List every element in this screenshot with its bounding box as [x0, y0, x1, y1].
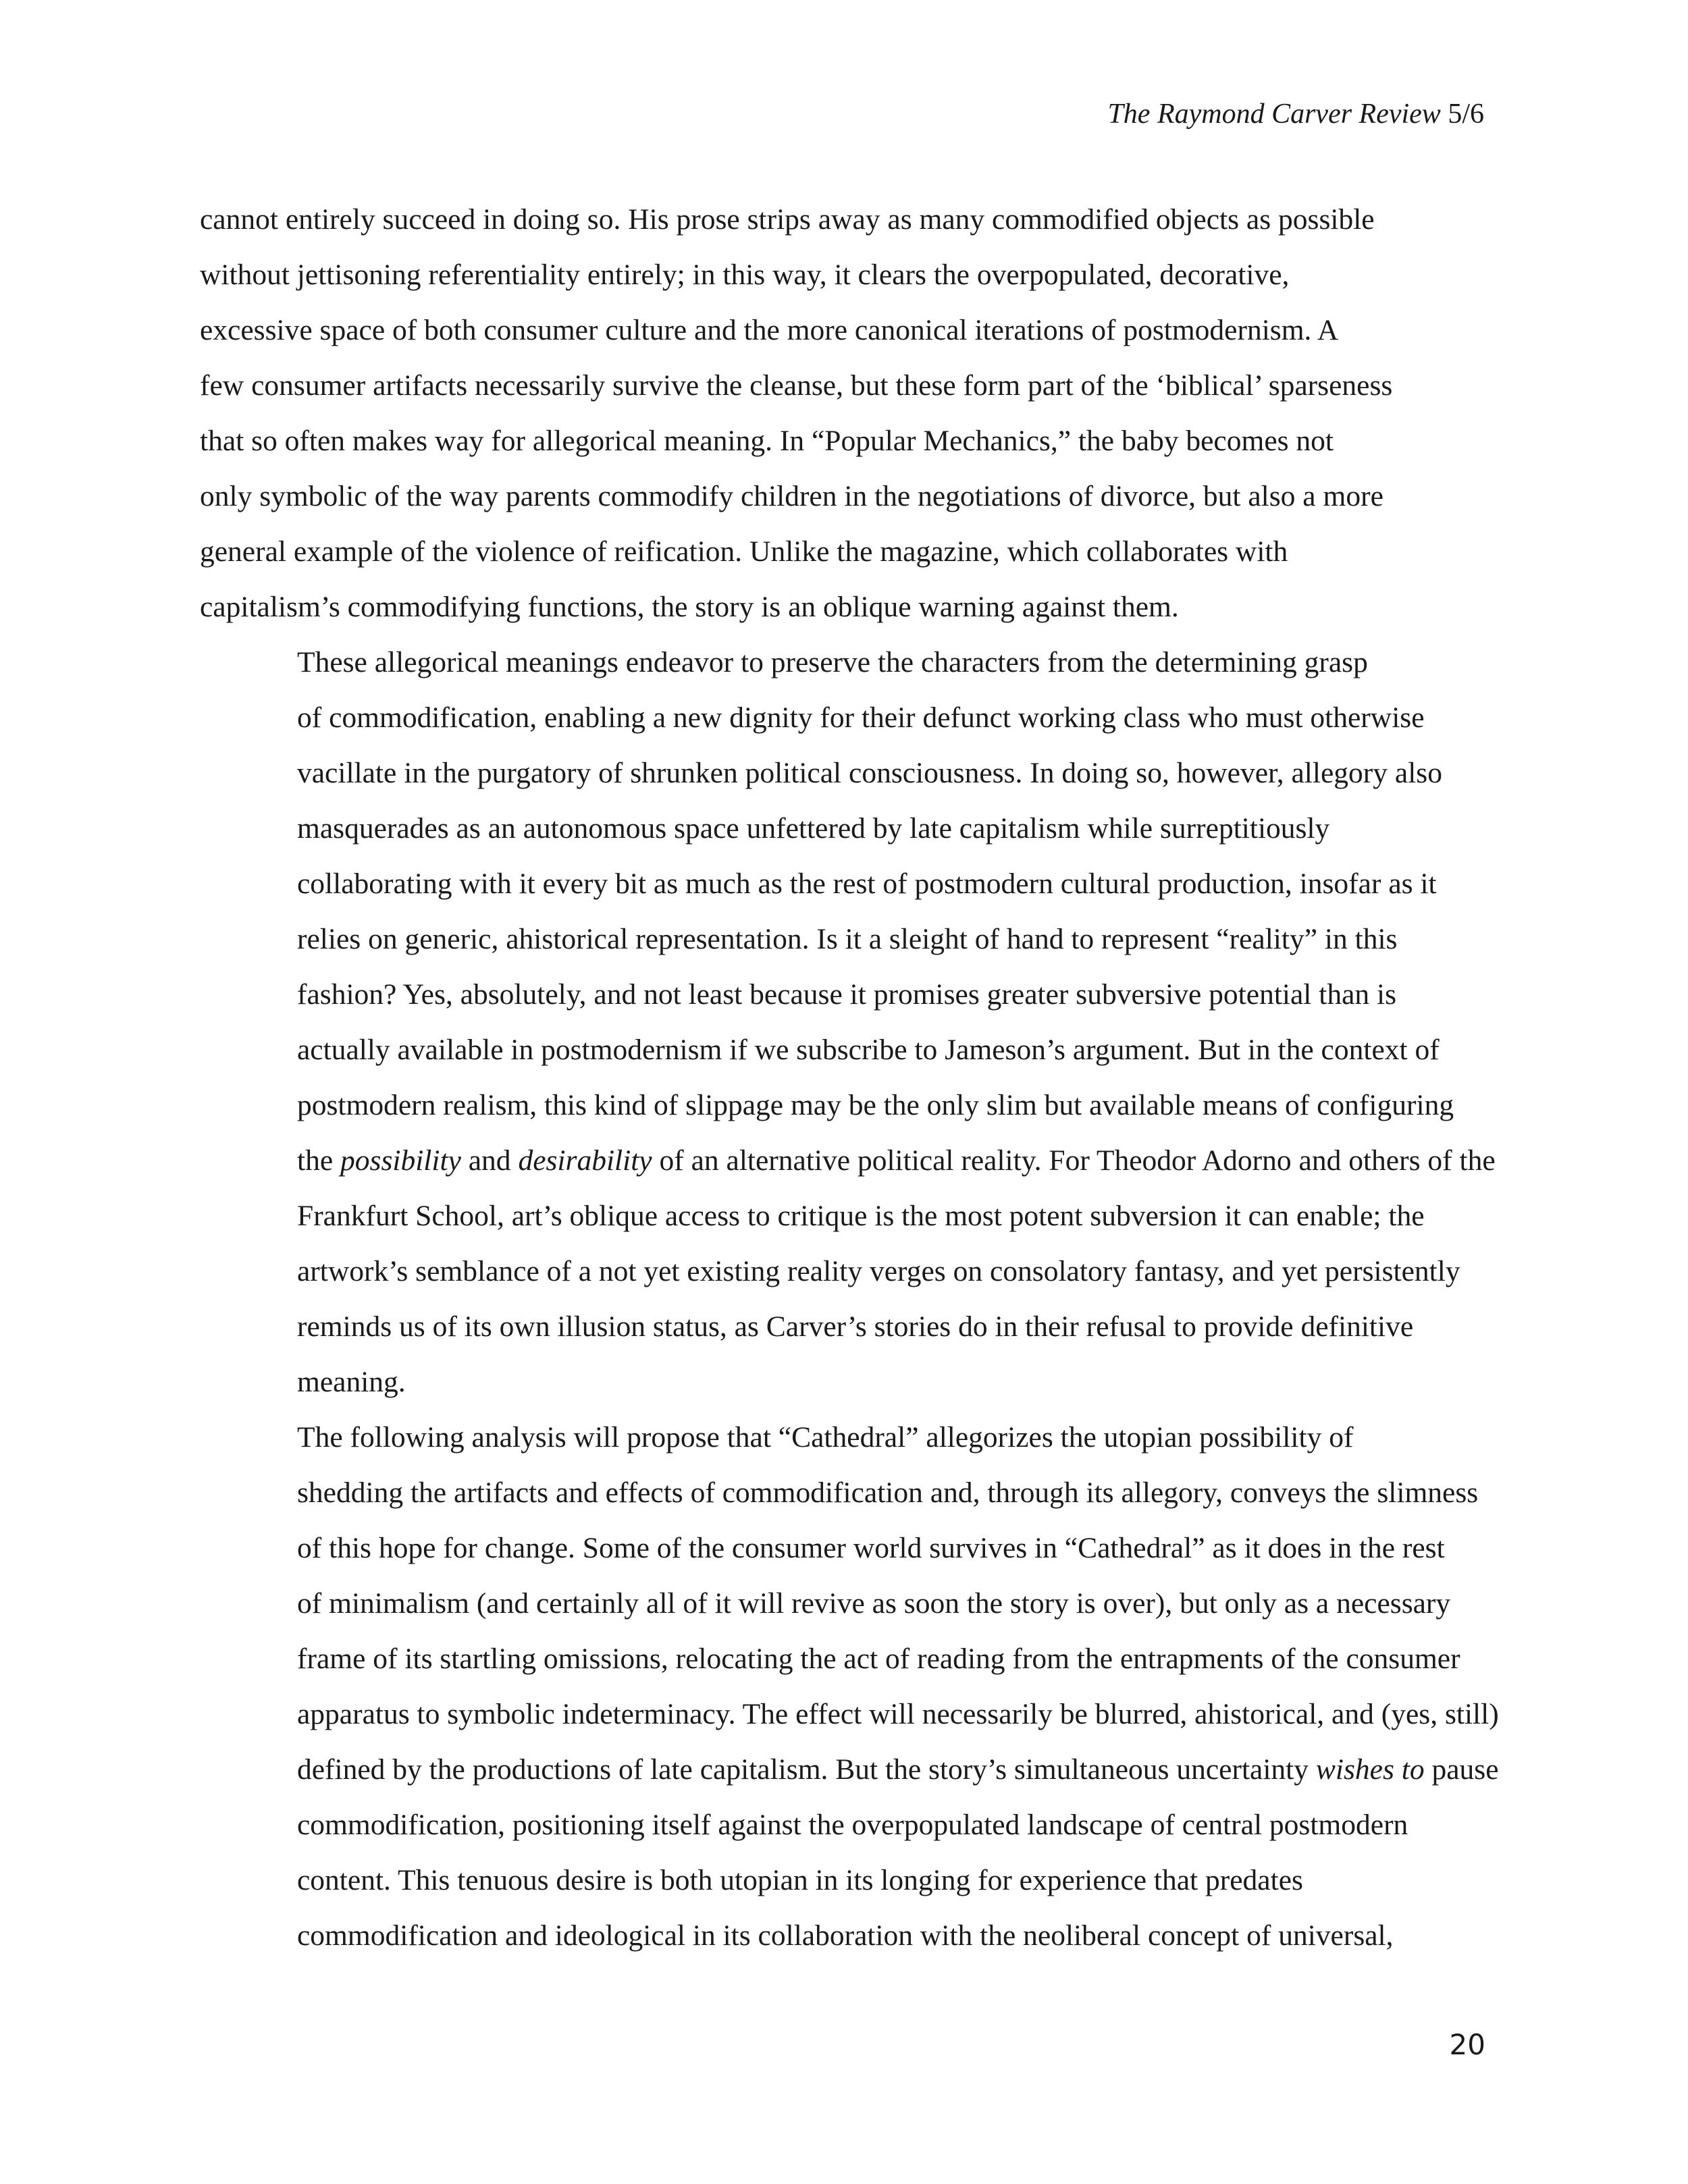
text-line: [200, 524, 1496, 579]
text-line: [200, 1908, 1496, 1963]
paragraph: [200, 1410, 1499, 1963]
running-head: [1107, 100, 1484, 128]
text-line: [200, 1576, 1496, 1631]
text-run: content. This tenuous desire is both utopian in its longing for experience that predates: [297, 1864, 1303, 1896]
text-line: [200, 1742, 1499, 1797]
text-run: capitalism’s commodifying functions, the story is an oblique warning against them.: [200, 591, 1179, 623]
text-run: pause: [1424, 1753, 1499, 1786]
text-run: Frankfurt School, art’s oblique access to critique is the most potent subversion it can enable; the: [297, 1200, 1425, 1232]
text-line: [200, 469, 1496, 524]
italic-phrase: desirability: [518, 1144, 652, 1177]
text-run: shedding the artifacts and effects of commodification and, through its allegory, conveys the slimness: [297, 1476, 1479, 1509]
text-line: [200, 1244, 1496, 1299]
paragraph: [200, 635, 1496, 1410]
page-range: 5/6: [1448, 99, 1484, 130]
text-run: fashion? Yes, absolutely, and not least because it promises greater subversive potential than is: [297, 978, 1397, 1011]
text-line: [200, 1022, 1496, 1077]
text-run: apparatus to symbolic indeterminacy. The effect will necessarily be blurred, ahistorical, and (yes, still): [297, 1698, 1499, 1730]
text-run: reminds us of its own illusion status, as Carver’s stories do in their refusal to provide definitive: [297, 1310, 1414, 1343]
text-run: and: [460, 1144, 519, 1177]
text-run: cannot entirely succeed in doing so. His prose strips away as many commodified objects as possible: [200, 203, 1375, 236]
text-line: [200, 635, 1496, 690]
text-run: defined by the productions of late capitalism. But the story’s simultaneous uncertainty: [297, 1753, 1316, 1786]
text-line: [200, 413, 1496, 469]
text-line: [200, 967, 1496, 1022]
text-line: [200, 1133, 1496, 1188]
text-line: [200, 1077, 1496, 1133]
text-run: excessive space of both consumer culture and the more canonical iterations of postmodernism. A: [200, 314, 1339, 346]
text-run: of this hope for change. Some of the consumer world survives in “Cathedral” as it does in the rest: [297, 1532, 1445, 1564]
text-run: These allegorical meanings endeavor to preserve the characters from the determining grasp: [297, 646, 1368, 678]
text-run: relies on generic, ahistorical representation. Is it a sleight of hand to represent “reality” in this: [297, 923, 1398, 955]
text-line: [200, 911, 1496, 967]
text-line: [200, 192, 1496, 247]
journal-title: The Raymond Carver Review: [1107, 99, 1441, 130]
text-line: [200, 1188, 1496, 1244]
text-line: [200, 302, 1496, 358]
text-run: without jettisoning referentiality entirely; in this way, it clears the overpopulated, decorative,: [200, 259, 1290, 291]
text-run: general example of the violence of reification. Unlike the magazine, which collaborates with: [200, 535, 1288, 568]
text-line: [200, 358, 1496, 413]
text-run: of minimalism (and certainly all of it will revive as soon the story is over), but only as a necessary: [297, 1587, 1451, 1620]
text-line: [200, 745, 1496, 801]
text-run: commodification, positioning itself against the overpopulated landscape of central postmodern: [297, 1809, 1408, 1841]
italic-phrase: possibility: [340, 1144, 461, 1177]
text-run: the: [297, 1144, 341, 1177]
text-run: artwork’s semblance of a not yet existing reality verges on consolatory fantasy, and yet persistently: [297, 1255, 1460, 1287]
text-run: postmodern realism, this kind of slippage may be the only slim but available means of configuring: [297, 1089, 1454, 1121]
text-run: collaborating with it every bit as much as the rest of postmodern cultural production, insofar as it: [297, 868, 1437, 900]
text-line: [200, 579, 1496, 635]
body-text: [200, 192, 1499, 1963]
text-run: meaning.: [297, 1366, 406, 1398]
text-line: [200, 801, 1496, 856]
text-run: actually available in postmodernism if we subscribe to Jameson’s argument. But in the context of: [297, 1034, 1440, 1066]
text-run: of commodification, enabling a new dignity for their defunct working class who must otherwise: [297, 701, 1425, 734]
text-line: [200, 856, 1496, 911]
text-run: that so often makes way for allegorical meaning. In “Popular Mechanics,” the baby becomes not: [200, 425, 1334, 457]
text-run: few consumer artifacts necessarily survive the cleanse, but these form part of the ‘biblical’ sparseness: [200, 369, 1393, 402]
text-line: [200, 690, 1496, 745]
italic-phrase: wishes to: [1315, 1753, 1425, 1786]
text-line: [200, 247, 1496, 302]
text-run: frame of its startling omissions, relocating the act of reading from the entrapments of the consumer: [297, 1643, 1460, 1675]
text-line: [200, 1299, 1496, 1354]
text-line: [200, 1520, 1496, 1576]
text-line: [200, 1465, 1496, 1520]
text-line: [200, 1410, 1496, 1465]
paragraph: [200, 192, 1496, 635]
text-line: [200, 1797, 1496, 1853]
text-run: of an alternative political reality. For Theodor Adorno and others of the: [652, 1144, 1496, 1177]
text-line: [200, 1631, 1496, 1686]
text-run: masquerades as an autonomous space unfettered by late capitalism while surreptitiously: [297, 812, 1330, 845]
text-line: [200, 1354, 1496, 1410]
text-line: [200, 1686, 1499, 1742]
text-run: The following analysis will propose that “Cathedral” allegorizes the utopian possibility of: [297, 1421, 1354, 1454]
text-run: vacillate in the purgatory of shrunken political consciousness. In doing so, however, allegory also: [297, 757, 1442, 789]
text-line: [200, 1853, 1496, 1908]
text-run: only symbolic of the way parents commodify children in the negotiations of divorce, but also a more: [200, 480, 1383, 512]
page-number: 20: [1449, 2028, 1485, 2061]
text-run: commodification and ideological in its collaboration with the neoliberal concept of universal,: [297, 1919, 1394, 1952]
